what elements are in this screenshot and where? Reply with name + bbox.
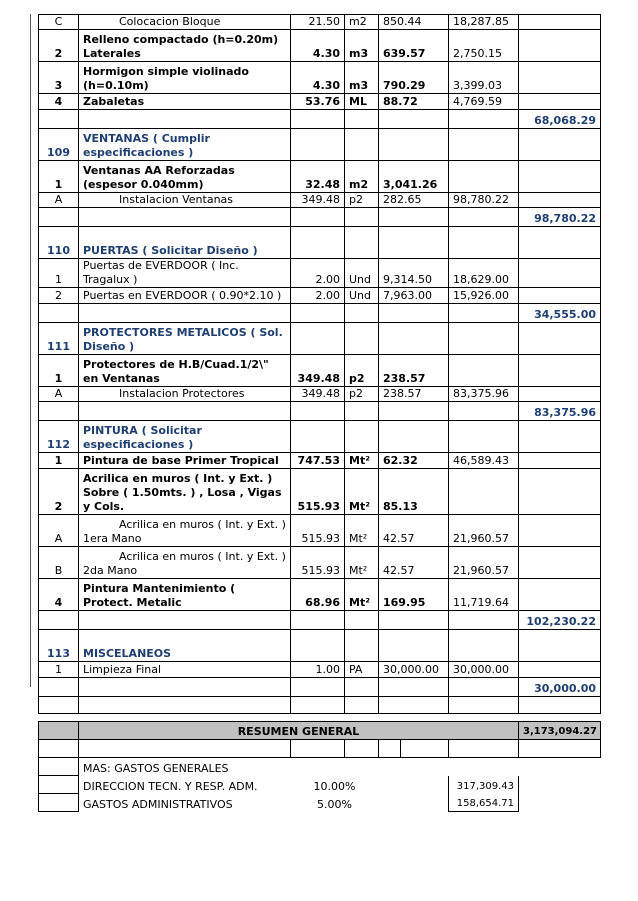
item-row	[39, 579, 601, 611]
item-quantity: 32.48	[291, 161, 345, 193]
direccion-amount: 317,309.43	[449, 776, 519, 794]
item-code: 1	[39, 161, 79, 193]
item-code: 2	[39, 30, 79, 62]
subtotal-amount: 83,375.96	[519, 402, 601, 421]
item-code: 112	[39, 421, 79, 453]
item-description: Hormigon simple violinado (h=0.10m)	[79, 62, 291, 94]
item-amount: 98,780.22	[449, 193, 519, 208]
item-unit-price	[379, 421, 449, 453]
item-unit-price: 30,000.00	[379, 662, 449, 678]
item-quantity	[291, 421, 345, 453]
item-unit: m2	[345, 15, 379, 30]
item-code: 111	[39, 323, 79, 355]
item-code: 1	[39, 662, 79, 678]
item-quantity	[291, 323, 345, 355]
left-border-rule	[30, 14, 31, 687]
subtotal-amount: 102,230.22	[519, 611, 601, 630]
item-quantity: 349.48	[291, 193, 345, 208]
item-unit-price	[379, 227, 449, 259]
item-unit: Mt²	[345, 469, 379, 515]
item-unit: Und	[345, 259, 379, 288]
item-unit-price: 238.57	[379, 387, 449, 402]
item-row	[39, 355, 601, 387]
item-unit-price	[379, 323, 449, 355]
item-amount	[449, 421, 519, 453]
item-quantity: 4.30	[291, 30, 345, 62]
item-unit: m2	[345, 161, 379, 193]
item-quantity: 515.93	[291, 547, 345, 579]
item-unit-price	[379, 129, 449, 161]
subtotal-row	[39, 304, 601, 323]
gastos-label: MAS: GASTOS GENERALES	[79, 758, 379, 776]
administrativos-row	[39, 794, 601, 812]
direccion-pct: 10.00%	[313, 779, 356, 793]
item-row	[39, 193, 601, 208]
summary-table	[38, 721, 601, 812]
item-quantity	[291, 630, 345, 662]
administrativos-label: GASTOS ADMINISTRATIVOS	[79, 794, 291, 812]
item-unit: Mt²	[345, 453, 379, 469]
item-amount: 30,000.00	[449, 662, 519, 678]
subtotal-row	[39, 208, 601, 227]
item-description: PROTECTORES METALICOS ( Sol. Diseño )	[79, 323, 291, 355]
item-code: 1	[39, 453, 79, 469]
item-quantity: 349.48	[291, 355, 345, 387]
item-code: 1	[39, 259, 79, 288]
section-header-row	[39, 227, 601, 259]
item-description: PUERTAS ( Solicitar Diseño )	[79, 227, 291, 259]
item-description: Puertas en EVERDOOR ( 0.90*2.10 )	[79, 288, 291, 304]
item-amount: 46,589.43	[449, 453, 519, 469]
summary-header-row	[39, 722, 601, 740]
item-code: A	[39, 193, 79, 208]
item-code: A	[39, 387, 79, 402]
subtotal-amount: 98,780.22	[519, 208, 601, 227]
item-amount: 2,750.15	[449, 30, 519, 62]
item-description: Zabaletas	[79, 94, 291, 110]
item-row	[39, 161, 601, 193]
item-unit-price: 639.57	[379, 30, 449, 62]
item-description: Colocacion Bloque	[79, 15, 291, 30]
item-row	[39, 15, 601, 30]
item-quantity: 349.48	[291, 387, 345, 402]
section-header-row	[39, 129, 601, 161]
item-code: 3	[39, 62, 79, 94]
direccion-row	[39, 776, 601, 794]
item-amount	[449, 227, 519, 259]
summary-blank-row	[39, 740, 601, 758]
item-unit-price: 88.72	[379, 94, 449, 110]
item-amount: 4,769.59	[449, 94, 519, 110]
administrativos-pct: 5.00%	[317, 797, 352, 811]
item-row	[39, 547, 601, 579]
item-amount	[449, 161, 519, 193]
subtotal-row	[39, 402, 601, 421]
summary-title: RESUMEN GENERAL	[79, 722, 519, 740]
item-description: Acrilica en muros ( Int. y Ext. ) 1era Mano	[79, 515, 291, 547]
subtotal-amount: 30,000.00	[519, 678, 601, 697]
item-description: Pintura de base Primer Tropical	[79, 453, 291, 469]
item-row	[39, 259, 601, 288]
item-unit-price: 42.57	[379, 515, 449, 547]
item-quantity: 68.96	[291, 579, 345, 611]
item-unit-price: 42.57	[379, 547, 449, 579]
item-code: C	[39, 15, 79, 30]
item-row	[39, 515, 601, 547]
item-amount: 11,719.64	[449, 579, 519, 611]
subtotal-amount: 68,068.29	[519, 110, 601, 129]
item-row	[39, 62, 601, 94]
item-amount: 15,926.00	[449, 288, 519, 304]
item-code: 4	[39, 579, 79, 611]
item-amount: 21,960.57	[449, 515, 519, 547]
item-row	[39, 288, 601, 304]
item-amount	[449, 129, 519, 161]
item-description: Instalacion Protectores	[79, 387, 291, 402]
item-unit	[345, 227, 379, 259]
item-quantity: 747.53	[291, 453, 345, 469]
item-description: Protectores de H.B/Cuad.1/2\" en Ventanas	[79, 355, 291, 387]
item-unit-price: 9,314.50	[379, 259, 449, 288]
item-unit	[345, 630, 379, 662]
item-quantity	[291, 129, 345, 161]
item-quantity: 515.93	[291, 515, 345, 547]
item-unit: p2	[345, 387, 379, 402]
item-code: 2	[39, 288, 79, 304]
item-row	[39, 387, 601, 402]
item-description: MISCELANEOS	[79, 630, 291, 662]
item-unit-price: 3,041.26	[379, 161, 449, 193]
item-row	[39, 662, 601, 678]
subtotal-amount: 34,555.00	[519, 304, 601, 323]
item-code: 110	[39, 227, 79, 259]
item-row	[39, 94, 601, 110]
item-description: Pintura Mantenimiento ( Protect. Metalic	[79, 579, 291, 611]
item-unit: Mt²	[345, 547, 379, 579]
subtotal-row	[39, 678, 601, 697]
item-quantity: 515.93	[291, 469, 345, 515]
item-unit-price: 850.44	[379, 15, 449, 30]
item-code: 2	[39, 469, 79, 515]
item-code: 113	[39, 630, 79, 662]
item-quantity	[291, 227, 345, 259]
item-description: Acrilica en muros ( Int. y Ext. ) Sobre ( 1.50mts. ) , Losa , Vigas y Cols.	[79, 469, 291, 515]
grand-total: 3,173,094.27	[519, 722, 601, 740]
item-unit	[345, 129, 379, 161]
item-unit: m3	[345, 30, 379, 62]
item-unit	[345, 421, 379, 453]
item-unit-price: 7,963.00	[379, 288, 449, 304]
item-amount: 18,629.00	[449, 259, 519, 288]
subtotal-row	[39, 110, 601, 129]
item-amount: 18,287.85	[449, 15, 519, 30]
item-unit: Mt²	[345, 579, 379, 611]
item-quantity: 2.00	[291, 259, 345, 288]
item-unit: p2	[345, 193, 379, 208]
item-code: 109	[39, 129, 79, 161]
item-description: Limpieza Final	[79, 662, 291, 678]
item-unit: Und	[345, 288, 379, 304]
item-quantity: 4.30	[291, 62, 345, 94]
item-unit: ML	[345, 94, 379, 110]
item-description: Acrilica en muros ( Int. y Ext. ) 2da Mano	[79, 547, 291, 579]
item-unit-price: 282.65	[379, 193, 449, 208]
section-header-row	[39, 421, 601, 453]
item-amount: 3,399.03	[449, 62, 519, 94]
item-quantity: 21.50	[291, 15, 345, 30]
item-code: 1	[39, 355, 79, 387]
item-description: Instalacion Ventanas	[79, 193, 291, 208]
item-unit-price: 62.32	[379, 453, 449, 469]
item-unit-price: 85.13	[379, 469, 449, 515]
item-unit-price: 169.95	[379, 579, 449, 611]
item-unit-price: 238.57	[379, 355, 449, 387]
section-header-row	[39, 630, 601, 662]
item-unit: m3	[345, 62, 379, 94]
item-amount	[449, 323, 519, 355]
item-row	[39, 30, 601, 62]
item-unit-price	[379, 630, 449, 662]
item-unit: p2	[345, 355, 379, 387]
item-quantity: 2.00	[291, 288, 345, 304]
gastos-row	[39, 758, 601, 776]
administrativos-amount: 158,654.71	[449, 794, 519, 812]
item-description: PINTURA ( Solicitar especificaciones )	[79, 421, 291, 453]
item-description: Relleno compactado (h=0.20m) Laterales	[79, 30, 291, 62]
blank-row	[39, 697, 601, 714]
direccion-label: DIRECCION TECN. Y RESP. ADM.	[79, 776, 291, 794]
budget-sheet	[38, 14, 600, 714]
item-amount	[449, 469, 519, 515]
item-amount: 83,375.96	[449, 387, 519, 402]
item-unit	[345, 323, 379, 355]
item-row	[39, 469, 601, 515]
summary-empty-cell	[39, 722, 79, 740]
item-code: 4	[39, 94, 79, 110]
item-amount: 21,960.57	[449, 547, 519, 579]
item-code: B	[39, 547, 79, 579]
item-description: VENTANAS ( Cumplir especificaciones )	[79, 129, 291, 161]
summary-section	[38, 721, 600, 812]
item-row	[39, 453, 601, 469]
item-quantity: 53.76	[291, 94, 345, 110]
item-description: Ventanas AA Reforzadas (espesor 0.040mm)	[79, 161, 291, 193]
item-amount	[449, 630, 519, 662]
subtotal-row	[39, 611, 601, 630]
item-description: Puertas de EVERDOOR ( Inc. Tragalux )	[79, 259, 291, 288]
section-header-row	[39, 323, 601, 355]
item-unit-price: 790.29	[379, 62, 449, 94]
item-amount	[449, 355, 519, 387]
item-unit: Mt²	[345, 515, 379, 547]
item-unit: PA	[345, 662, 379, 678]
budget-table	[38, 14, 601, 714]
item-code: A	[39, 515, 79, 547]
item-quantity: 1.00	[291, 662, 345, 678]
